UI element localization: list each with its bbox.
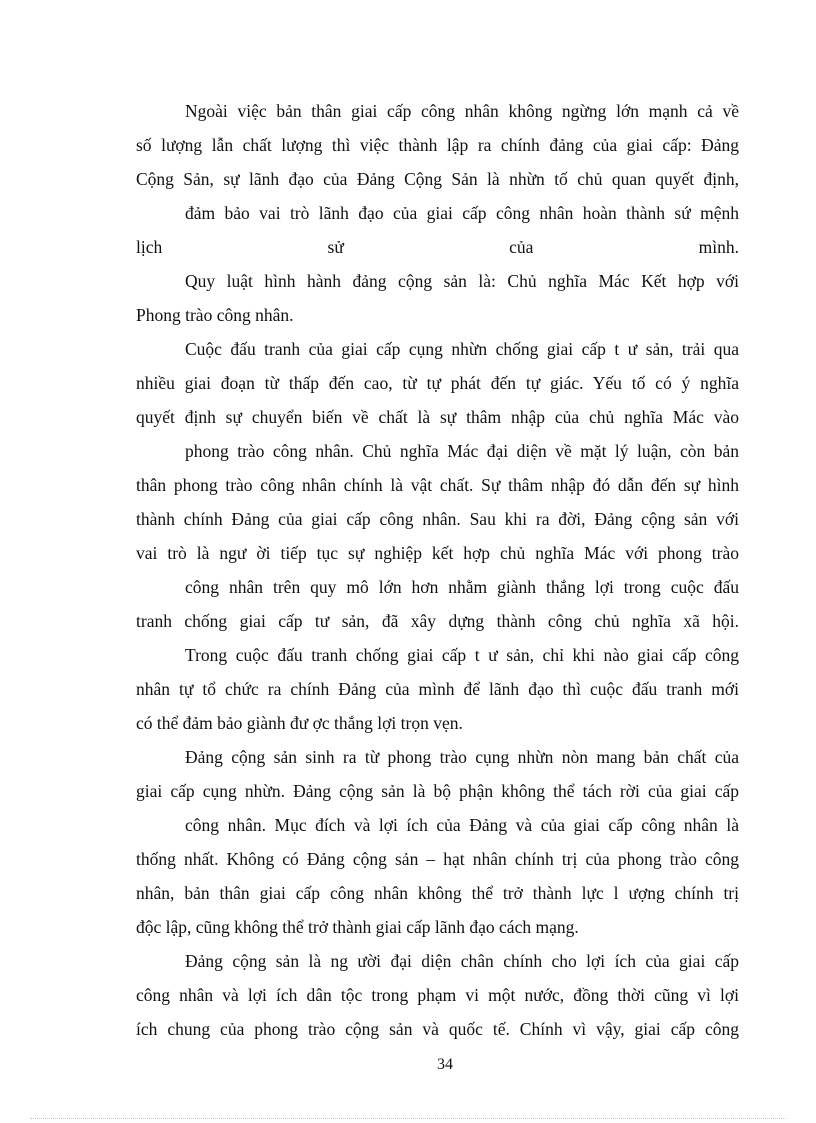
- text-line: Ngoài việc bản thân giai cấp công nhân không ngừng lớn mạnh cả về: [185, 101, 739, 121]
- text-line: nhân, bản thân giai cấp công nhân không thể trở thành lực l ượng chính trị: [136, 883, 739, 903]
- text-lines: [136, 94, 739, 1046]
- text-line: Phong trào công nhân.: [136, 305, 294, 325]
- text-line: số lượng lẫn chất lượng thì việc thành lập ra chính đảng của giai cấp: Đảng: [136, 135, 739, 155]
- text-line: Cộng Sản, sự lãnh đạo của Đảng Cộng Sản là nhừn tố chủ quan quyết định,: [136, 169, 739, 189]
- text-line: nhiều giai đoạn từ thấp đến cao, từ tự phát đến tự giác. Yếu tố có ý nghĩa: [136, 373, 739, 393]
- text-line: Quy luật hình hành đảng cộng sản là: Chủ nghĩa Mác Kết hợp với: [185, 271, 739, 291]
- text-line: giai cấp cụng nhừn. Đảng cộng sản là bộ phận không thể tách rời của giai cấp: [136, 781, 739, 801]
- text-line: có thể đảm bảo giành đư ợc thắng lợi trọn vẹn.: [136, 713, 463, 733]
- text-line: tranh chống giai cấp tư sản, đã xây dựng thành công chủ nghĩa xã hội.: [136, 611, 739, 631]
- text-line: đảm bảo vai trò lãnh đạo của giai cấp công nhân hoàn thành sứ mệnh: [185, 203, 739, 223]
- text-line: công nhân trên quy mô lớn hơn nhằm giành thắng lợi trong cuộc đấu: [185, 577, 739, 597]
- text-line: vai trò là ngư ời tiếp tục sự nghiệp kết hợp chủ nghĩa Mác với phong trào: [136, 543, 739, 563]
- text-line: nhân tự tổ chức ra chính Đảng của mình để lãnh đạo thì cuộc đấu tranh mới: [136, 679, 739, 699]
- text-line: thống nhất. Không có Đảng cộng sản – hạt nhân chính trị của phong trào công: [136, 849, 739, 869]
- text-line: thành chính Đảng của giai cấp công nhân. Sau khi ra đời, Đảng cộng sản với: [136, 509, 739, 529]
- text-line: Đảng cộng sản là ng ười đại diện chân chính cho lợi ích của giai cấp: [185, 951, 739, 971]
- page-bottom-divider: [30, 1118, 786, 1119]
- text-line: công nhân và lợi ích dân tộc trong phạm vi một nước, đồng thời cũng vì lợi: [136, 985, 739, 1005]
- text-line: Cuộc đấu tranh của giai cấp cụng nhừn chống giai cấp t ư sản, trải qua: [185, 339, 739, 359]
- text-line: quyết định sự chuyển biến về chất là sự thâm nhập của chủ nghĩa Mác vào: [136, 407, 739, 427]
- text-line: thân phong trào công nhân chính là vật chất. Sự thâm nhập đó dẫn đến sự hình: [136, 475, 739, 495]
- text-line: ích chung của phong trào cộng sản và quốc tế. Chính vì vậy, giai cấp công: [136, 1019, 739, 1039]
- page-number: 34: [437, 1056, 453, 1073]
- text-line: Trong cuộc đấu tranh chống giai cấp t ư sản, chỉ khi nào giai cấp công: [185, 645, 739, 665]
- text-line: công nhân. Mục đích và lợi ích của Đảng và của giai cấp công nhân là: [185, 815, 739, 835]
- document-body: [136, 94, 739, 1046]
- text-line: phong trào công nhân. Chủ nghĩa Mác đại diện về mặt lý luận, còn bản: [185, 441, 739, 461]
- text-line: lịch sử của mình.: [136, 237, 739, 257]
- text-line: độc lập, cũng không thể trở thành giai cấp lãnh đạo cách mạng.: [136, 917, 579, 937]
- text-line: Đảng cộng sản sinh ra từ phong trào cụng nhừn nòn mang bản chất của: [185, 747, 739, 767]
